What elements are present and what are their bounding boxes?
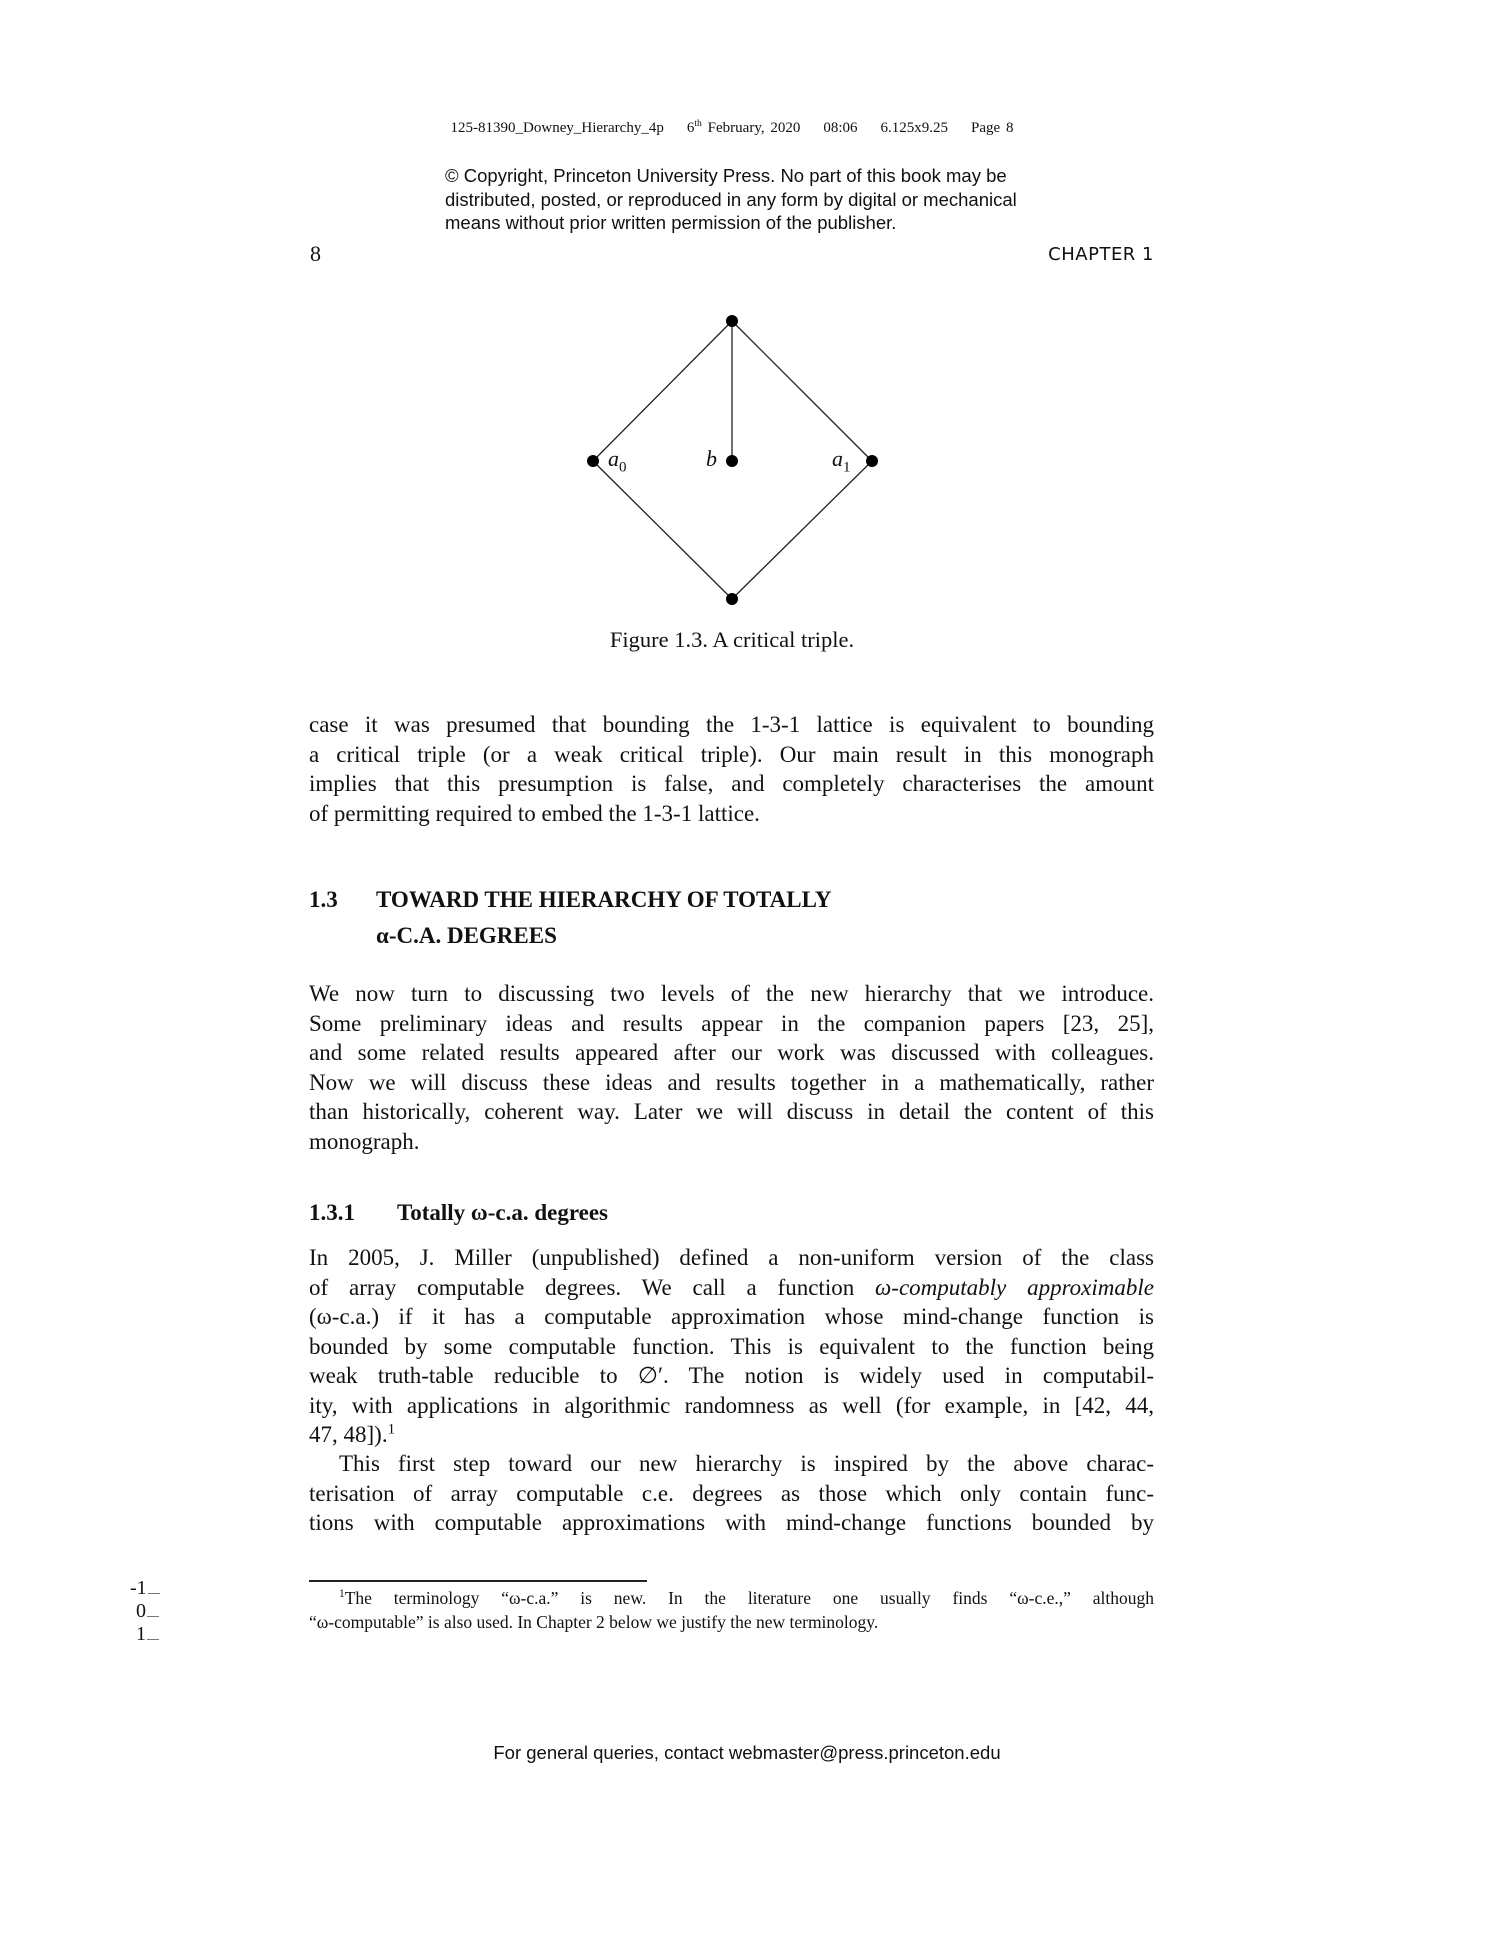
header-time: 08:06: [823, 120, 858, 136]
section-title-line: TOWARD THE HIERARCHY OF TOTALLY: [376, 887, 832, 912]
copyright-line: © Copyright, Princeton University Press. No part of this book may be: [445, 165, 1007, 186]
label-a0-text: a: [608, 446, 619, 471]
text-line: [309, 1449, 1154, 1479]
section-title-line: α-C.A. DEGREES: [376, 923, 557, 948]
label-a1-text: a: [832, 446, 843, 471]
text-line: [309, 1332, 1154, 1362]
text-segment: Now we will discuss these ideas and results together in a mathematically, rather: [309, 1069, 1154, 1095]
text-segment: of permitting required to embed the 1-3-1 lattice.: [309, 800, 760, 826]
figure-caption: Figure 1.3. A critical triple.: [609, 627, 855, 652]
critical-triple-diagram: [0, 0, 1500, 700]
text-segment: “ω-computable” is also used. In Chapter 2 below we justify the new terminology.: [309, 1612, 879, 1632]
edge-a1-bottom: [732, 461, 872, 599]
text-segment: In 2005, J. Miller (unpublished) defined a non-uniform version of the class: [309, 1245, 1154, 1270]
copyright-line: distributed, posted, or reproduced in any form by digital or mechanical: [445, 188, 1017, 210]
label-a1: [832, 446, 851, 476]
text-line: [309, 1361, 1154, 1391]
margin-mark-text: 1: [136, 1623, 146, 1645]
node-bottom: [726, 593, 738, 605]
text-segment: (ω-c.a.) if it has a computable approximation whose mind-change function is: [309, 1304, 1154, 1329]
chapter-label: CHAPTER 1: [1048, 244, 1154, 265]
margin-mark: [130, 1577, 160, 1600]
text-segment: ity, with applications in algorithmic randomness as well (for example, in [42, 44,: [309, 1392, 1154, 1418]
emphasis-text: ω-computably approximable: [875, 1274, 1154, 1300]
section-title: [376, 882, 831, 954]
text-segment: and some related results appeared after our work was discussed with colleagues.: [309, 1040, 1154, 1065]
text-segment: bounded by some computable function. This is equivalent to the function being: [309, 1333, 1154, 1359]
text-line: [309, 1420, 1154, 1450]
paragraph: [309, 710, 1154, 828]
margin-mark: [136, 1623, 159, 1646]
edge-top-a0: [593, 321, 732, 461]
text-line: [309, 1068, 1154, 1098]
paragraph: [309, 979, 1154, 1156]
node-b: [726, 455, 738, 467]
footer-contact: For general queries, contact webmaster@press.princeton.edu: [493, 1742, 1001, 1763]
footnote-rule: [309, 1580, 647, 1582]
text-line: [309, 1009, 1154, 1039]
header-file: 125-81390_Downey_Hierarchy_4p: [450, 120, 664, 136]
text-line: [309, 1586, 1154, 1610]
text-segment: of array computable degrees. We call a function: [309, 1274, 876, 1300]
node-top: [726, 315, 738, 327]
text-line: [309, 1479, 1154, 1509]
text-line: [309, 1273, 1154, 1303]
margin-mark-text: 0: [136, 1600, 146, 1622]
text-line: [309, 1243, 1154, 1273]
label-a1-sub: 1: [843, 459, 851, 476]
margin-mark-text: -1: [130, 1577, 147, 1599]
text-line: [309, 1508, 1154, 1538]
text-segment: We now turn to discussing two levels of the new hierarchy that we introduce.: [309, 981, 1154, 1006]
label-a0-sub: 0: [619, 459, 627, 476]
text-segment: than historically, coherent way. Later we will discuss in detail the content of this: [309, 1099, 1154, 1124]
section-number: 1.3: [309, 887, 338, 912]
text-segment: implies that this presumption is false, and completely characterises the amount: [309, 771, 1154, 796]
node-a1: [866, 455, 878, 467]
header-trim: 6.125x9.25: [880, 120, 949, 136]
text-segment: The terminology “ω-c.a.” is new. In the literature one usually finds “ω-c.e.,” although: [344, 1588, 1154, 1608]
text-segment: terisation of array computable c.e. degrees as those which only contain func-: [309, 1480, 1154, 1506]
text-segment: weak truth-table reducible to ∅′. The notion is widely used in computabil-: [309, 1363, 1154, 1388]
paragraph: [309, 1449, 1154, 1538]
label-b: b: [706, 446, 717, 471]
header-date-day: 6: [686, 120, 695, 136]
footnote: [309, 1586, 1154, 1634]
text-line: [309, 1302, 1154, 1332]
label-a0: [608, 446, 627, 476]
text-segment: monograph.: [309, 1128, 420, 1154]
text-line: [309, 1391, 1154, 1421]
page-number: 8: [310, 241, 321, 266]
text-line: [309, 740, 1154, 770]
text-line: [309, 799, 1154, 829]
copyright-line: means without prior written permission of the publisher.: [445, 212, 897, 233]
footnote-marker: 1: [339, 1588, 345, 1601]
edge-top-a1: [732, 321, 872, 461]
edge-a0-bottom: [593, 461, 732, 599]
text-segment: Some preliminary ideas and results appear in the companion papers [23, 25],: [309, 1010, 1154, 1036]
text-segment: This first step toward our new hierarchy is inspired by the above charac-: [339, 1451, 1154, 1476]
text-line: [309, 1038, 1154, 1068]
subsection-title: Totally ω-c.a. degrees: [397, 1200, 609, 1225]
text-line: [309, 1610, 1154, 1634]
text-segment: case it was presumed that bounding the 1-3-1 lattice is equivalent to bounding: [309, 712, 1154, 737]
header-page: Page 8: [971, 120, 1014, 136]
margin-mark: [136, 1600, 159, 1623]
text-segment: a critical triple (or a weak critical triple). Our main result in this monograph: [309, 741, 1154, 767]
header-date-sup: th: [694, 118, 702, 129]
text-line: [309, 1097, 1154, 1127]
paragraph: [309, 1243, 1154, 1450]
text-segment: tions with computable approximations with mind-change functions bounded by: [309, 1510, 1154, 1535]
text-line: [309, 979, 1154, 1009]
header-date: February, 2020: [707, 120, 801, 136]
text-line: [309, 769, 1154, 799]
node-a0: [587, 455, 599, 467]
text-line: [309, 710, 1154, 740]
text-segment: 47, 48]).: [309, 1422, 388, 1447]
subsection-number: 1.3.1: [309, 1200, 355, 1225]
footnote-marker: 1: [387, 1421, 396, 1438]
text-line: [309, 1127, 1154, 1157]
